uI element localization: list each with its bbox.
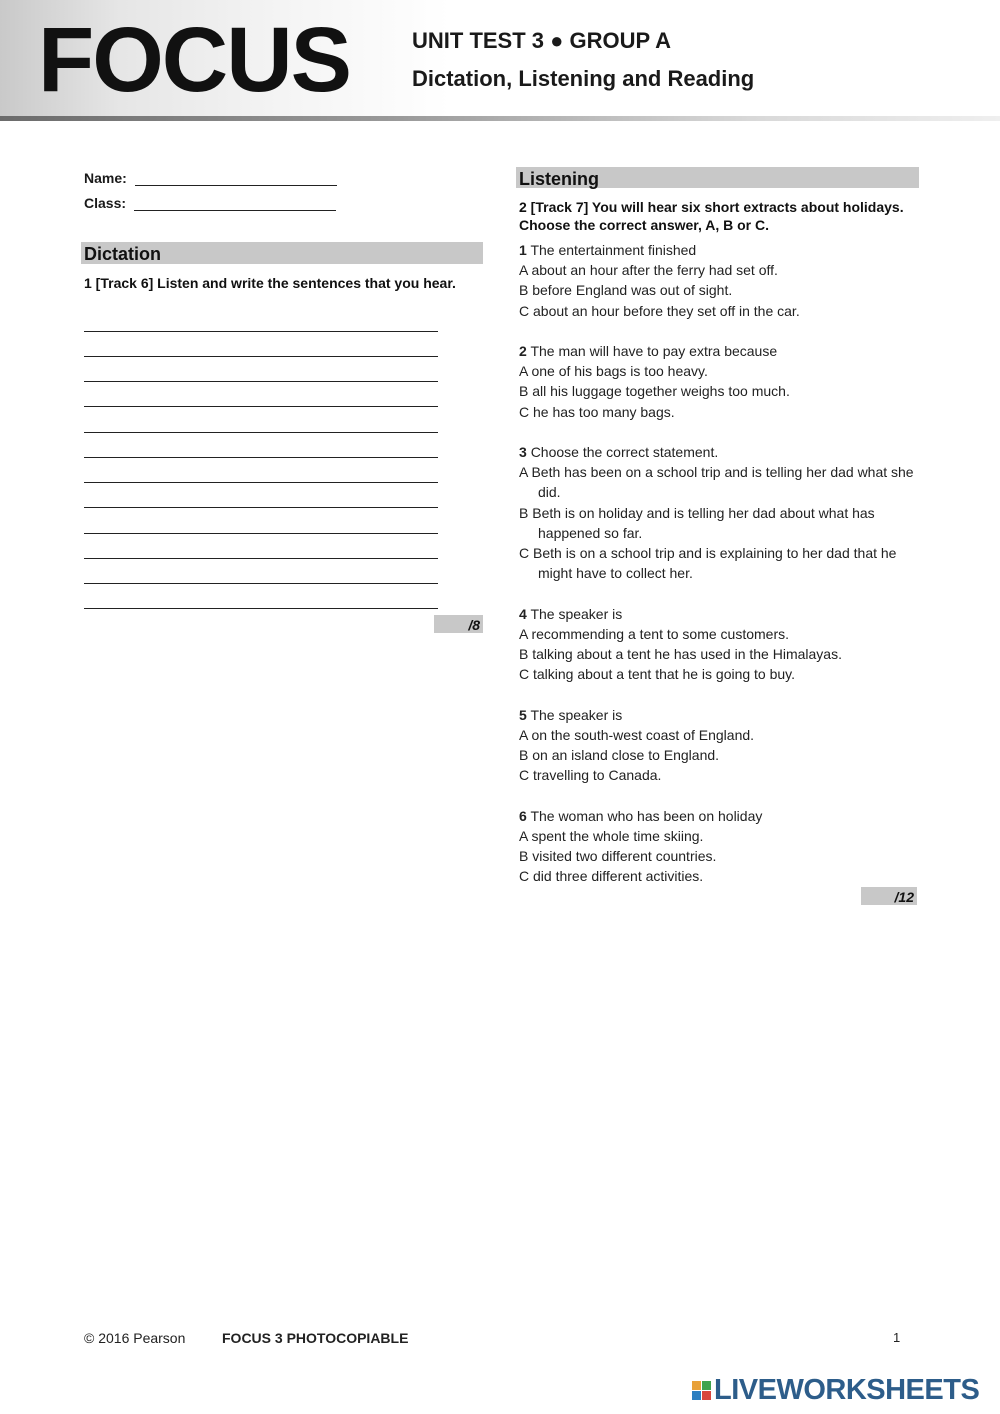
answer-option-b[interactable]: B talking about a tent he has used in the Himalayas. — [519, 646, 842, 663]
answer-option-c[interactable]: C he has too many bags. — [519, 403, 675, 420]
answer-option-a[interactable]: A spent the whole time skiing. — [519, 827, 704, 844]
question-stem: The man will have to pay extra because — [530, 343, 778, 359]
answer-option-c[interactable]: C did three different activities. — [519, 868, 704, 885]
listening-questions — [519, 240, 919, 907]
dictation-write-line[interactable] — [84, 533, 438, 534]
focus-logo: FOCUS — [38, 9, 350, 111]
name-field-row — [84, 170, 337, 186]
liveworksheets-badge-icon — [692, 1381, 711, 1400]
answer-option-b[interactable]: B all his luggage together weighs too much. — [519, 383, 790, 400]
photocopiable-label: FOCUS 3 PHOTOCOPIABLE — [222, 1330, 409, 1346]
answer-option-b[interactable]: B on an island close to England. — [519, 747, 720, 764]
question-3 — [519, 442, 919, 583]
dictation-instruction: 1 [Track 6] Listen and write the sentences that you hear. — [84, 275, 456, 291]
name-label: Name: — [84, 170, 127, 186]
dictation-write-line[interactable] — [84, 507, 438, 508]
question-stem: Choose the correct statement. — [530, 444, 719, 460]
question-stem: The woman who has been on holiday — [530, 807, 763, 824]
question-4 — [519, 604, 919, 685]
listening-heading: Listening — [516, 167, 919, 188]
question-number: 6 — [519, 807, 527, 824]
question-number: 4 — [519, 605, 527, 622]
answer-option-a[interactable]: A one of his bags is too heavy. — [519, 363, 708, 380]
class-field-row — [84, 195, 336, 211]
question-number: 3 — [519, 444, 527, 460]
answer-option-a[interactable]: A about an hour after the ferry had set off. — [519, 262, 778, 279]
question-6 — [519, 806, 919, 887]
question-5 — [519, 705, 919, 786]
name-input-line[interactable] — [135, 170, 337, 186]
question-1 — [519, 240, 919, 321]
class-label: Class: — [84, 195, 127, 211]
unit-title: UNIT TEST 3 ● GROUP A — [412, 28, 671, 53]
class-input-line[interactable] — [134, 195, 336, 211]
page-number: 1 — [893, 1330, 901, 1345]
question-number: 1 — [519, 242, 527, 258]
header-divider — [0, 116, 1000, 121]
liveworksheets-wordmark: LIVEWORKSHEETS — [714, 1374, 980, 1406]
dictation-write-line[interactable] — [84, 457, 438, 458]
copyright-text: © 2016 Pearson — [84, 1330, 186, 1346]
dictation-write-line[interactable] — [84, 482, 438, 483]
answer-option-b[interactable]: B visited two different countries. — [519, 848, 717, 865]
answer-option-a[interactable]: A recommending a tent to some customers. — [519, 625, 790, 642]
question-stem: The speaker is — [530, 605, 623, 622]
answer-option-c[interactable]: C travelling to Canada. — [519, 767, 662, 784]
question-stem: The speaker is — [530, 706, 623, 723]
question-2 — [519, 341, 919, 422]
answer-option-b[interactable]: B before England was out of sight. — [519, 282, 733, 299]
answer-option-c[interactable]: C talking about a tent that he is going to buy. — [519, 666, 796, 683]
dictation-write-line[interactable] — [84, 558, 438, 559]
unit-subtitle: Dictation, Listening and Reading — [412, 66, 755, 91]
question-number: 5 — [519, 706, 527, 723]
dictation-write-line[interactable] — [84, 356, 438, 357]
answer-option-a[interactable]: A on the south-west coast of England. — [519, 726, 755, 743]
dictation-write-line[interactable] — [84, 331, 438, 332]
dictation-heading: Dictation — [81, 242, 483, 264]
listening-score-box: /12 — [861, 887, 917, 905]
dictation-write-line[interactable] — [84, 381, 438, 382]
dictation-write-line[interactable] — [84, 608, 438, 609]
dictation-write-line[interactable] — [84, 432, 438, 433]
dictation-write-line[interactable] — [84, 583, 438, 584]
answer-option-b[interactable]: B Beth is on holiday and is telling her dad about what has happened so far. — [519, 504, 875, 541]
dictation-score-box: /8 — [434, 615, 483, 633]
question-stem: The entertainment finished — [530, 242, 697, 258]
question-number: 2 — [519, 343, 527, 359]
answer-option-c[interactable]: C Beth is on a school trip and is explaining to her dad that he might have to collect her. — [519, 545, 897, 582]
answer-option-a[interactable]: A Beth has been on a school trip and is telling her dad what she did. — [519, 464, 914, 501]
dictation-write-line[interactable] — [84, 406, 438, 407]
answer-option-c[interactable]: C about an hour before they set off in the car. — [519, 302, 800, 319]
liveworksheets-logo[interactable] — [692, 1374, 979, 1407]
listening-instruction: 2 [Track 7] You will hear six short extracts about holidays. Choose the correct answer, A, B or C. — [519, 199, 904, 233]
